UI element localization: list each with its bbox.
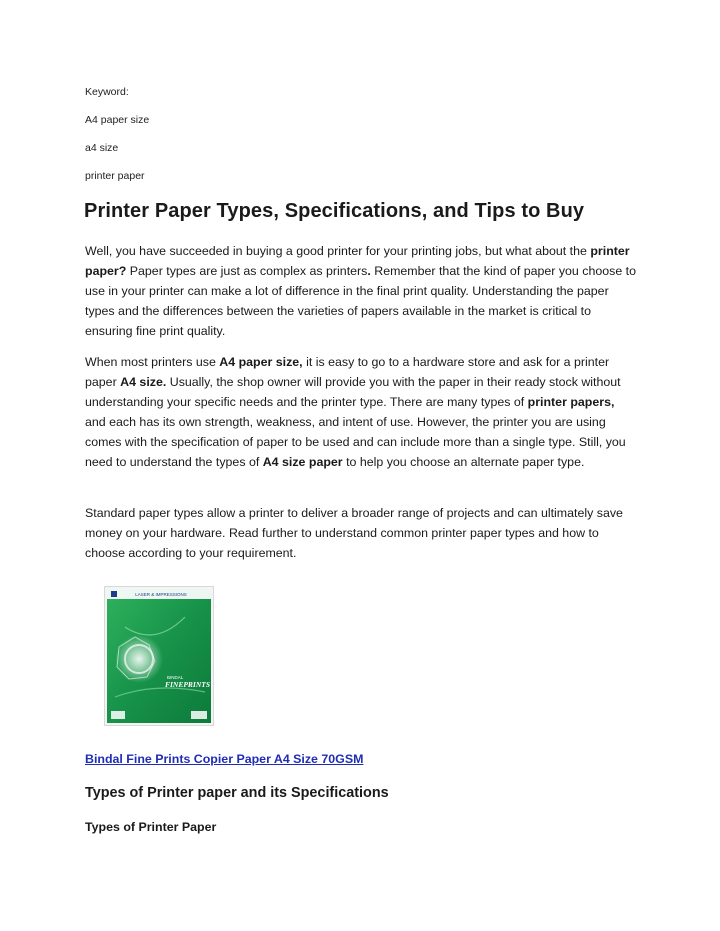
subsection-heading: Types of Printer Paper <box>85 820 217 834</box>
page-title: Printer Paper Types, Specifications, and Tips to Buy <box>84 200 585 222</box>
a4-size-paragraph <box>85 352 637 473</box>
text-run: Paper types are just as complex as printers <box>126 264 368 279</box>
bold-run: A4 size. <box>120 375 167 390</box>
bold-run: A4 paper size, <box>219 355 303 369</box>
product-link[interactable]: Bindal Fine Prints Copier Paper A4 Size 70GSM <box>85 752 364 766</box>
keyword-label: Keyword: <box>85 86 129 98</box>
brand-name-text: FINEPRINTS <box>165 680 211 689</box>
brand-prefix-text: BINDAL <box>167 675 184 680</box>
bold-run: printer papers, <box>527 395 615 410</box>
brand-top-text: LASER & IMPRESSIONS <box>135 592 187 597</box>
intro-paragraph <box>85 241 637 341</box>
keyword-item-printer-paper: printer paper <box>85 170 145 182</box>
text-run: and each has its own strength, weakness, and intent of use. However, the printer you are using comes with the specification of paper to be used and can include more than a single type. Still, you need to understand the types of <box>85 415 626 470</box>
section-heading: Types of Printer paper and its Specifications <box>85 785 389 801</box>
paper-ream-illustration <box>105 587 213 725</box>
keyword-item-a4-size: a4 size <box>85 142 119 154</box>
text-run: Well, you have succeeded in buying a good printer for your printing jobs, but what about the <box>85 244 591 258</box>
text-run: Usually, the shop owner will provide you with the paper in their ready stock without understanding your specific needs and the printer type. There are many types of <box>85 375 621 410</box>
text-run: it is easy to go to a hardware store and ask for a printer paper <box>85 355 610 390</box>
text-run: When most printers use <box>85 355 220 369</box>
text-run: Remember that the kind of paper you choose to use in your printer can make a lot of difference in the final print quality. Understanding the paper types and the differences between the varieties of papers available in the market is critical to ensuring fine print quality. <box>85 264 636 339</box>
standard-paper-paragraph: Standard paper types allow a printer to deliver a broader range of projects and can ultimately save money on your hardware. Read further to understand common printer paper types and how to choose according to your requirement. <box>85 506 623 561</box>
product-image <box>104 586 214 726</box>
bold-run: A4 size paper <box>262 455 343 470</box>
keyword-item-a4-paper-size: A4 paper size <box>85 114 150 126</box>
bold-run: . <box>367 264 371 279</box>
bold-run: printer paper? <box>85 244 630 279</box>
text-run: to help you choose an alternate paper type. <box>342 455 585 470</box>
